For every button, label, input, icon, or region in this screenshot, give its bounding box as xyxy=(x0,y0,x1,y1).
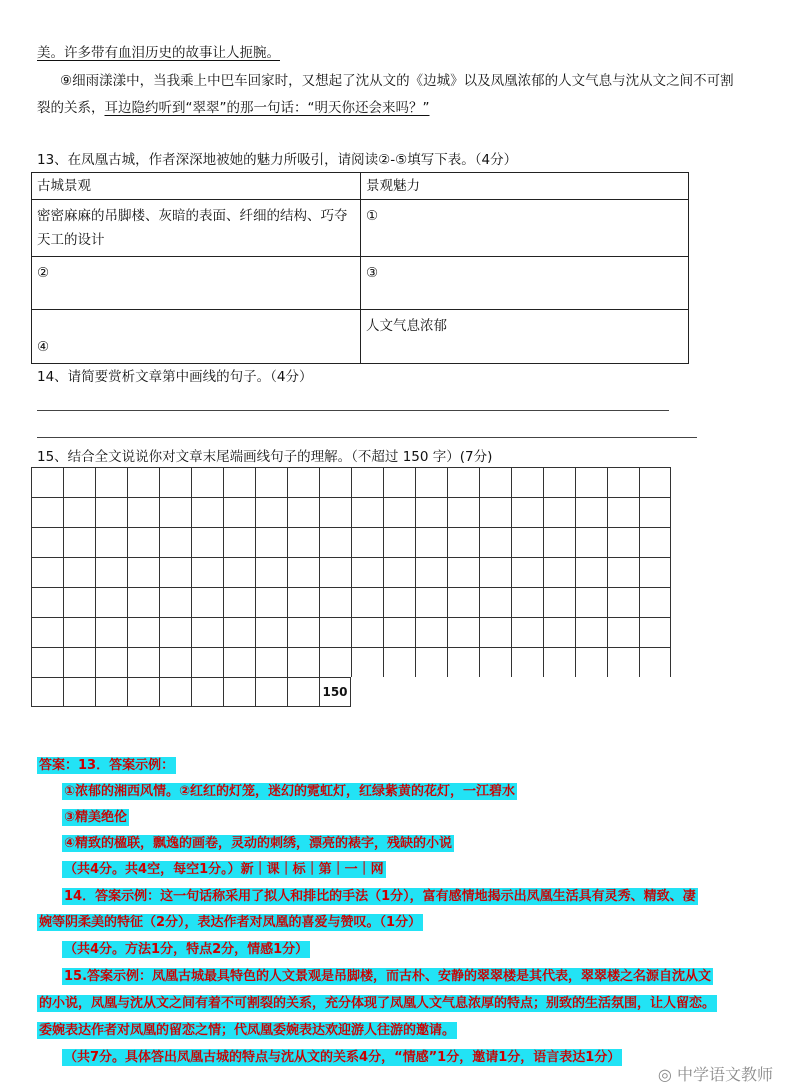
grid-cell xyxy=(287,677,319,707)
table-cell: 密密麻麻的吊脚楼、灰暗的表面、纤细的结构、巧夺天工的设计 xyxy=(32,200,361,257)
grid-cell xyxy=(191,557,223,587)
table-cell: ① xyxy=(361,200,689,257)
grid-cell xyxy=(319,587,351,617)
grid-cell xyxy=(159,677,191,707)
grid-cell xyxy=(223,617,255,647)
grid-cell xyxy=(383,527,415,557)
passage-line-2: ⑨细雨漾漾中，当我乘上中巴车回家时，又想起了沈从文的《边城》以及凤凰浓郁的人文气息与沈从文之间不可割 xyxy=(60,73,734,89)
grid-cell xyxy=(191,647,223,677)
grid-cell xyxy=(575,557,607,587)
answer-line xyxy=(37,410,669,411)
grid-cell xyxy=(127,467,159,497)
grid-cell xyxy=(543,497,575,527)
q15-prompt: 15、结合全文说说你对文章末尾端画线句子的理解。（不超过 150 字）(7分) xyxy=(37,449,493,465)
grid-cell xyxy=(95,497,127,527)
grid-cell xyxy=(319,647,351,677)
grid-cell xyxy=(31,467,63,497)
grid-cell xyxy=(447,527,479,557)
wechat-icon: ◎ xyxy=(657,1065,672,1084)
table-cell: ② xyxy=(32,257,361,310)
grid-cell xyxy=(95,677,127,707)
grid-cell xyxy=(127,587,159,617)
grid-cell xyxy=(255,557,287,587)
grid-cell xyxy=(223,467,255,497)
answer-line: 委婉表达作者对凤凰的留恋之情；代凤凰委婉表达欢迎游人往游的邀请。 xyxy=(39,1023,456,1038)
table-header-cell: 景观魅力 xyxy=(361,173,689,200)
grid-cell xyxy=(191,677,223,707)
answer-line xyxy=(37,437,697,438)
grid-cell xyxy=(351,527,383,557)
grid-cell xyxy=(479,557,511,587)
grid-cell xyxy=(127,617,159,647)
grid-cell xyxy=(543,647,575,677)
grid-cell xyxy=(287,467,319,497)
grid-cell xyxy=(287,557,319,587)
grid-row xyxy=(31,647,671,677)
grid-cell xyxy=(607,557,639,587)
grid-cell xyxy=(511,467,543,497)
grid-cell xyxy=(511,557,543,587)
grid-row xyxy=(31,467,671,497)
grid-cell xyxy=(607,617,639,647)
grid-cell xyxy=(63,587,95,617)
grid-cell xyxy=(255,587,287,617)
grid-cell xyxy=(511,617,543,647)
writing-grid xyxy=(31,467,671,707)
grid-cell xyxy=(639,617,671,647)
grid-cell xyxy=(607,497,639,527)
grid-cell xyxy=(511,497,543,527)
grid-cell xyxy=(159,497,191,527)
grid-cell xyxy=(351,497,383,527)
q13-prompt: 13、在凤凰古城，作者深深地被她的魅力所吸引，请阅读②-⑤填写下表。（4分） xyxy=(37,152,518,168)
grid-cell xyxy=(639,557,671,587)
grid-cell xyxy=(479,497,511,527)
grid-cell xyxy=(159,587,191,617)
grid-cell xyxy=(415,617,447,647)
grid-cell xyxy=(607,587,639,617)
grid-cell xyxy=(223,557,255,587)
answer-line: ③精美绝伦 xyxy=(64,810,128,825)
grid-cell xyxy=(319,497,351,527)
answer-line: ④精致的楹联，飘逸的画卷，灵动的刺绣，漂亮的裱字，残缺的小说 xyxy=(64,836,453,851)
underlined-sentence: 耳边隐约听到“翠翠”的那一句话：“明天你还会来吗？” xyxy=(104,100,430,116)
passage-line-3-start: 裂的关系， xyxy=(37,100,105,116)
grid-cell xyxy=(479,527,511,557)
q14-prompt: 14、请简要赏析文章第中画线的句子。（4分） xyxy=(37,369,313,385)
grid-cell xyxy=(287,497,319,527)
grid-cell xyxy=(95,557,127,587)
q13-table xyxy=(31,172,689,364)
grid-cell xyxy=(255,527,287,557)
grid-cell xyxy=(255,617,287,647)
grid-cell xyxy=(383,467,415,497)
grid-cell xyxy=(351,467,383,497)
grid-cell xyxy=(351,587,383,617)
grid-cell xyxy=(511,587,543,617)
grid-cell xyxy=(543,527,575,557)
grid-cell xyxy=(447,497,479,527)
grid-cell xyxy=(511,647,543,677)
watermark-text: 中学语文教师 xyxy=(676,1065,773,1084)
grid-cell xyxy=(543,617,575,647)
grid-cell xyxy=(383,617,415,647)
grid-cell xyxy=(287,647,319,677)
grid-cell xyxy=(447,647,479,677)
grid-cell xyxy=(383,497,415,527)
grid-cell xyxy=(63,677,95,707)
table-cell: ③ xyxy=(361,257,689,310)
grid-cell xyxy=(31,497,63,527)
grid-cell xyxy=(127,677,159,707)
answer-line: 的小说，凤凰与沈从文之间有着不可割裂的关系，充分体现了凤凰人文气息浓厚的特点；别致的生活氛围，让人留恋。 xyxy=(39,996,716,1011)
grid-cell xyxy=(575,527,607,557)
grid-cell xyxy=(639,497,671,527)
grid-cell xyxy=(223,647,255,677)
grid-cell xyxy=(159,467,191,497)
grid-cell xyxy=(319,527,351,557)
grid-cell xyxy=(575,587,607,617)
grid-cell xyxy=(639,647,671,677)
grid-cell xyxy=(319,557,351,587)
grid-cell xyxy=(575,647,607,677)
grid-row xyxy=(31,587,671,617)
answer-heading: 答案：13．答案示例： xyxy=(39,758,175,773)
grid-cell xyxy=(543,467,575,497)
grid-cell xyxy=(191,587,223,617)
grid-cell xyxy=(95,647,127,677)
grid-cell xyxy=(95,527,127,557)
grid-cell xyxy=(127,557,159,587)
grid-cell xyxy=(63,527,95,557)
grid-cell xyxy=(351,617,383,647)
grid-cell xyxy=(607,647,639,677)
grid-cell xyxy=(415,647,447,677)
grid-cell xyxy=(63,467,95,497)
grid-row xyxy=(31,677,671,707)
grid-cell xyxy=(223,587,255,617)
grid-cell xyxy=(255,497,287,527)
watermark xyxy=(658,1062,773,1085)
passage-line-1: 美。许多带有血泪历史的故事让人扼腕。 xyxy=(37,45,280,61)
grid-cell xyxy=(447,587,479,617)
grid-cell xyxy=(543,557,575,587)
grid-cell xyxy=(63,617,95,647)
grid-cell xyxy=(159,617,191,647)
answer-line: 婉等阴柔美的特征（2分），表达作者对凤凰的喜爱与赞叹。（1分） xyxy=(39,915,422,930)
grid-cell xyxy=(319,467,351,497)
grid-cell xyxy=(607,467,639,497)
answer-line: （共4分。方法1分，特点2分，情感1分） xyxy=(64,942,309,957)
passage-line-3 xyxy=(37,99,429,117)
grid-cell xyxy=(287,527,319,557)
grid-cell xyxy=(31,557,63,587)
grid-cell xyxy=(415,557,447,587)
grid-cell xyxy=(383,557,415,587)
grid-row xyxy=(31,557,671,587)
table-cell: ④ xyxy=(32,310,361,364)
grid-cell xyxy=(159,527,191,557)
grid-cell xyxy=(543,587,575,617)
grid-cell xyxy=(479,617,511,647)
grid-cell xyxy=(255,647,287,677)
grid-cell xyxy=(95,587,127,617)
grid-cell xyxy=(95,617,127,647)
grid-cell xyxy=(95,467,127,497)
grid-row xyxy=(31,497,671,527)
table-header-cell: 古城景观 xyxy=(32,173,361,200)
grid-cell xyxy=(127,497,159,527)
grid-cell xyxy=(191,467,223,497)
grid-cell xyxy=(479,647,511,677)
table-cell: 人文气息浓郁 xyxy=(361,310,689,364)
grid-cell xyxy=(479,467,511,497)
grid-cell xyxy=(351,557,383,587)
grid-cell xyxy=(287,617,319,647)
grid-cell xyxy=(63,647,95,677)
grid-cell xyxy=(255,677,287,707)
grid-cell xyxy=(319,617,351,647)
grid-cell xyxy=(287,587,319,617)
grid-cell xyxy=(31,527,63,557)
grid-cell xyxy=(639,527,671,557)
grid-row xyxy=(31,527,671,557)
grid-cell xyxy=(415,497,447,527)
grid-cell xyxy=(63,557,95,587)
grid-cell xyxy=(31,617,63,647)
grid-cell xyxy=(415,527,447,557)
grid-cell xyxy=(351,647,383,677)
grid-cell xyxy=(447,467,479,497)
answer-line: ①浓郁的湘西风情。②红红的灯笼，迷幻的霓虹灯，红绿紫黄的花灯，一江碧水 xyxy=(64,784,516,799)
grid-cell xyxy=(159,557,191,587)
grid-cell xyxy=(255,467,287,497)
answer-line: 14．答案示例：这一句话称采用了拟人和排比的手法（1分），富有感情地揭示出凤凰生活具有灵秀、精致、凄 xyxy=(64,889,696,904)
answer-line: （共7分。具体答出凤凰古城的特点与沈从文的关系4分，“情感”1分，邀请1分，语言表达1分） xyxy=(64,1050,621,1065)
grid-cell xyxy=(479,587,511,617)
grid-cell xyxy=(607,527,639,557)
grid-cell xyxy=(31,587,63,617)
grid-cell xyxy=(447,617,479,647)
grid-cell xyxy=(63,497,95,527)
grid-cell xyxy=(31,647,63,677)
grid-cell xyxy=(575,467,607,497)
grid-cell xyxy=(31,677,63,707)
grid-cell xyxy=(447,557,479,587)
grid-cell xyxy=(511,527,543,557)
grid-row xyxy=(31,617,671,647)
grid-cell xyxy=(415,467,447,497)
grid-cell xyxy=(127,647,159,677)
grid-cell xyxy=(223,527,255,557)
grid-cell xyxy=(575,497,607,527)
grid-cell xyxy=(223,497,255,527)
grid-cell xyxy=(383,647,415,677)
grid-cell xyxy=(191,497,223,527)
grid-cell xyxy=(223,677,255,707)
grid-cell xyxy=(191,527,223,557)
grid-cell xyxy=(159,647,191,677)
grid-cell xyxy=(639,467,671,497)
grid-cell xyxy=(383,587,415,617)
grid-cell xyxy=(415,587,447,617)
answer-line: 15.答案示例：凤凰古城最具特色的人文景观是吊脚楼，而古朴、安静的翠翠楼是其代表，翠翠楼之名源自沈从文 xyxy=(64,969,712,984)
grid-cell xyxy=(127,527,159,557)
grid-cell xyxy=(639,587,671,617)
answer-line: （共4分。共4空，每空1分。）新｜课｜标｜第｜一｜网 xyxy=(64,862,384,877)
grid-cell xyxy=(191,617,223,647)
grid-cell xyxy=(575,617,607,647)
word-limit-label: 150 xyxy=(319,677,351,707)
